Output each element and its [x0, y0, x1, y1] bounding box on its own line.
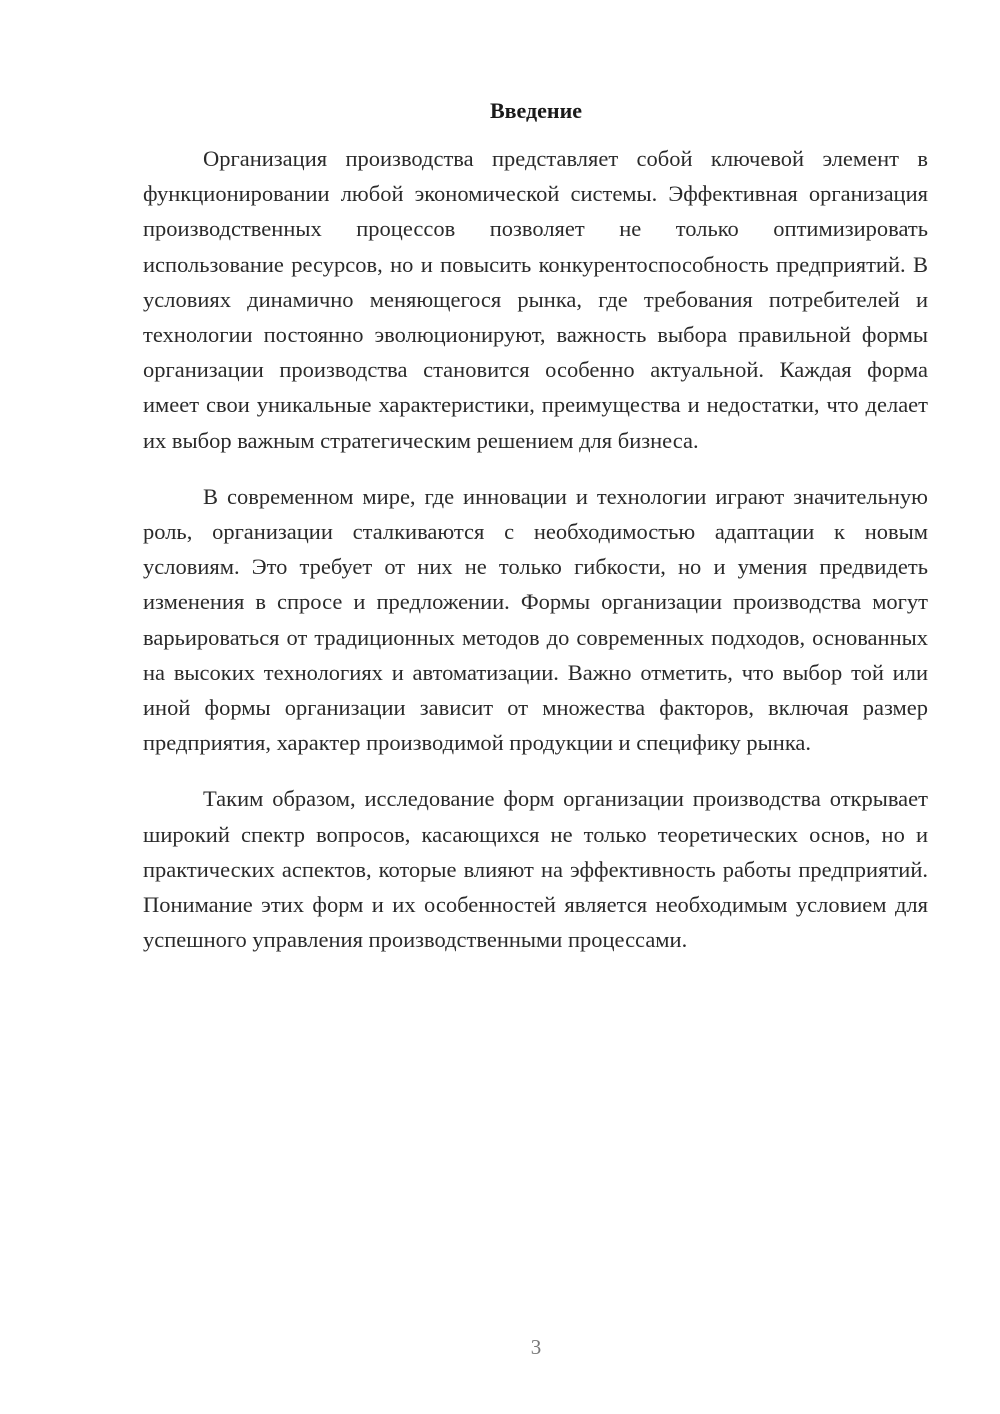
page-number: 3 [530, 1335, 542, 1359]
paragraph-1: Организация производства представляет собой ключевой элемент в функционировании любой экономической системы. Эффективная организация производственных процессов позволяет не только оптимизировать использование ресурсов, но и повысить конкурентоспособность предприятий. В условиях динамично меняющегося рынка, где требования потребителей и технологии постоянно эволюционируют, важность выбора правильной формы организации производства становится особенно актуальной. Каждая форма имеет свои уникальные характеристики, преимущества и недостатки, что делает их выбор важным стратегическим решением для бизнеса. [143, 146, 928, 453]
body-text [143, 141, 928, 978]
paragraph-3: Таким образом, исследование форм организации производства открывает широкий спектр вопросов, касающихся не только теоретических основ, но и практических аспектов, которые влияют на эффективность работы предприятий. Понимание этих форм и их особенностей является необходимым условием для успешного управления производственными процессами. [143, 786, 928, 953]
section-heading: Введение [489, 98, 583, 123]
paragraph-2: В современном мире, где инновации и технологии играют значительную роль, организации сталкиваются с необходимостью адаптации к новым условиям. Это требует от них не только гибкости, но и умения предвидеть изменения в спросе и предложении. Формы организации производства могут варьироваться от традиционных методов до современных подходов, основанных на высоких технологиях и автоматизации. Важно отметить, что выбор той или иной формы организации зависит от множества факторов, включая размер предприятия, характер производимой продукции и специфику рынка. [143, 483, 928, 756]
